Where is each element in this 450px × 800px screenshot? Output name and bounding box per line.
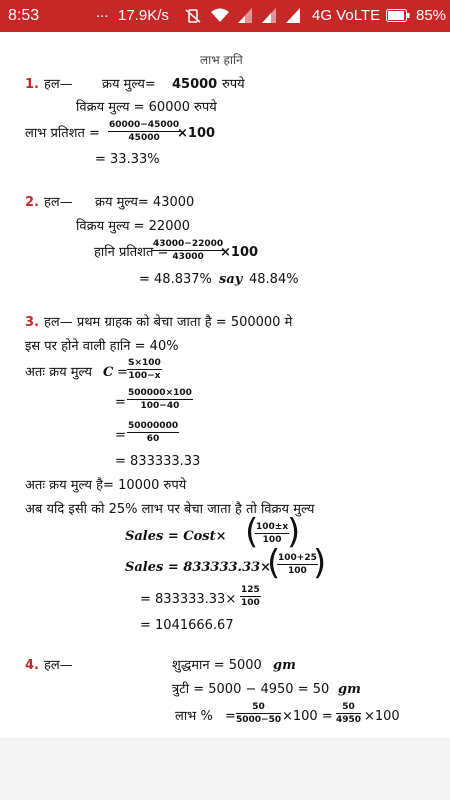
q3-f1-den: 100−x — [128, 371, 161, 381]
q3-result-1: = 833333.33 — [115, 454, 201, 469]
q2-result: = 48.837% — [139, 272, 212, 287]
status-bar — [0, 0, 450, 32]
q3-line2: इस पर होने वाली हानि = 40% — [25, 339, 179, 354]
q4-profit-label: लाभ % — [175, 709, 213, 724]
page-title: लाभ हानि — [200, 53, 243, 67]
q2-say-value: 48.84% — [249, 272, 299, 287]
network-type: 4G VoLTE — [312, 7, 381, 24]
q2-fraction — [152, 239, 224, 263]
q3-ss-num: 100+25 — [278, 553, 317, 563]
q3-step3: = 833333.33× — [140, 592, 237, 607]
q3-sales-formula: Sales = Cost× — [125, 529, 227, 544]
q3-f2-num: 500000×100 — [128, 388, 192, 398]
q2-number: 2. — [25, 195, 39, 210]
q3-number: 3. — [25, 315, 39, 330]
q3-sale-line: अब यदि इसी को 25% लाभ पर बेचा जाता है तो विक्रय मुल्य — [25, 502, 315, 517]
q4-f1-num: 50 — [236, 702, 281, 714]
q3-cp-var: C — [103, 365, 114, 380]
q2-sp-line: विक्रय मुल्य = 22000 — [76, 219, 191, 234]
q2-loss-label: हानि प्रतिशत = — [94, 245, 169, 260]
q3-fraction-3 — [127, 421, 179, 445]
q1-hal: हल— — [44, 77, 73, 92]
q3-eq1: = — [117, 365, 128, 380]
q3-sales-sub: Sales = 833333.33× — [125, 560, 272, 575]
solution-content[interactable] — [0, 32, 450, 738]
bottom-blank-area — [0, 738, 450, 800]
q3-f3-den: 60 — [146, 434, 160, 444]
q3-paren-close-2: ) — [313, 543, 327, 583]
vibrate-off-icon — [184, 9, 202, 27]
q3-step3-fraction — [240, 585, 261, 609]
q4-error-unit: gm — [338, 682, 361, 697]
q3-s3-den: 100 — [241, 598, 260, 608]
q3-line1: हल— प्रथम ग्राहक को बेचा जाता है = 500000 मे — [44, 315, 293, 330]
q4-true-mass: शुद्धमान = 5000 — [172, 658, 262, 673]
q3-sf-num: 100±x — [256, 522, 289, 532]
q3-sales-sub-fraction — [277, 553, 318, 577]
q3-f1-num: S×100 — [128, 358, 161, 368]
q3-s3-num: 125 — [241, 585, 260, 595]
signal-2-icon — [262, 8, 276, 27]
q3-f3-num: 50000000 — [128, 421, 179, 431]
q4-error: त्रुटी = 5000 − 4950 = 50 — [172, 682, 330, 697]
q3-ss-den: 100 — [288, 566, 307, 576]
q3-sf-den: 100 — [262, 535, 282, 545]
q4-mid: ×100 = — [282, 709, 333, 724]
network-speed: 17.9K/s — [118, 7, 169, 24]
q1-frac-den: 45000 — [128, 133, 160, 143]
q2-frac-num: 43000−22000 — [153, 239, 224, 249]
q4-f2-num: 50 — [336, 702, 361, 714]
q3-fraction-2 — [127, 388, 193, 412]
q3-eq3: = — [115, 428, 126, 443]
q2-hal: हल— — [44, 195, 73, 210]
q4-f2-den: 4950 — [336, 715, 362, 725]
q4-fraction-2 — [336, 702, 361, 726]
q3-cp-label: अतः क्रय मुल्य — [25, 365, 93, 380]
q3-paren-close-1: ) — [287, 512, 301, 552]
q3-cp-result: अतः क्रय मुल्य है= 10000 रुपये — [25, 478, 187, 493]
wifi-icon — [210, 8, 230, 27]
q3-f2-den: 100−40 — [140, 401, 180, 411]
q4-fraction-1 — [236, 702, 281, 726]
q1-result: = 33.33% — [95, 152, 160, 167]
q4-eq: = — [225, 709, 236, 724]
q4-f1-den: 5000−50 — [236, 715, 282, 725]
q1-cp-value: 45000 — [172, 77, 218, 92]
q4-true-unit: gm — [273, 658, 296, 673]
q3-paren-open-1: ( — [245, 512, 259, 552]
q1-fraction — [108, 120, 180, 144]
q4-number: 4. — [25, 658, 39, 673]
q1-times: ×100 — [177, 126, 216, 141]
status-dots: ... — [96, 4, 109, 21]
q4-end: ×100 — [364, 709, 400, 724]
battery-icon — [386, 9, 410, 26]
status-time: 8:53 — [8, 7, 40, 24]
q1-cp-label: क्रय मुल्य= — [102, 77, 156, 92]
q3-eq2: = — [115, 395, 126, 410]
q3-fraction-1 — [127, 358, 162, 382]
q3-paren-open-2: ( — [267, 543, 281, 583]
battery-percent: 85% — [416, 7, 447, 24]
q4-hal: हल— — [44, 658, 73, 673]
q2-say: say — [219, 272, 243, 287]
q1-cp-unit: रुपये — [222, 77, 245, 92]
q2-times: ×100 — [220, 245, 259, 260]
q1-profit-label: लाभ प्रतिशत = — [25, 126, 100, 141]
signal-3-icon — [286, 8, 300, 27]
q2-frac-den: 43000 — [172, 252, 204, 262]
q1-number: 1. — [25, 77, 39, 92]
q1-frac-num: 60000−45000 — [109, 120, 180, 130]
q2-cp-line: क्रय मुल्य= 43000 — [95, 195, 195, 210]
signal-1-icon — [238, 8, 252, 27]
q3-final: = 1041666.67 — [140, 618, 234, 633]
q1-sp-line: विक्रय मुल्य = 60000 रुपये — [76, 100, 217, 115]
